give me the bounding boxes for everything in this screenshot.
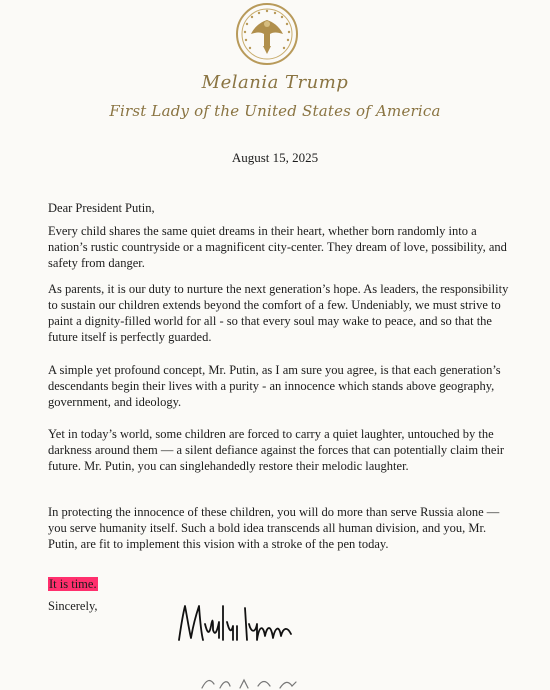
highlighted-text: It is time. bbox=[49, 577, 97, 591]
letterhead-name: Melania Trump bbox=[201, 72, 349, 93]
handwritten-signature-icon bbox=[175, 596, 295, 646]
paragraph-3: A simple yet profound concept, Mr. Putin, as I am sure you agree, is that each generation’s descendants begin their lives with a purity - an innocence which stands above geography, government, and ideology. bbox=[48, 363, 501, 409]
paragraph-5: In protecting the innocence of these children, you will do more than serve Russia alone — you serve humanity itself. Such a bold idea transcends all human division, and you, Mr. Putin, are fit to implement this vision with a stroke of the pen today. bbox=[48, 505, 500, 551]
letterhead-title: First Lady of the United States of America bbox=[109, 102, 441, 120]
paragraph-4: Yet in today’s world, some children are forced to carry a quiet laughter, untouched by the darkness around them — a silent defiance against the forces that can potentially claim their future. Mr. Putin, you can singlehandedly restore their melodic laughter. bbox=[48, 427, 505, 473]
highlighted-line bbox=[48, 576, 98, 592]
presidential-seal-icon bbox=[235, 2, 299, 66]
paragraph-2: As parents, it is our duty to nurture the next generation’s hope. As leaders, the responsibility to sustain our children extends beyond the comfort of a few. Undeniably, we must strive to paint a dignity-filled world for all - so that every soul may wake to peace, and so that the future itself is perfectly guarded. bbox=[48, 282, 509, 344]
closing: Sincerely, bbox=[48, 599, 98, 613]
salutation: Dear President Putin, bbox=[48, 201, 155, 215]
letter-date: August 15, 2025 bbox=[231, 150, 319, 165]
paragraph-1: Every child shares the same quiet dreams in their heart, whether born randomly into a nation’s rustic countryside or a magnificent city-center. They dream of love, possibility, and safety from danger. bbox=[48, 224, 507, 270]
